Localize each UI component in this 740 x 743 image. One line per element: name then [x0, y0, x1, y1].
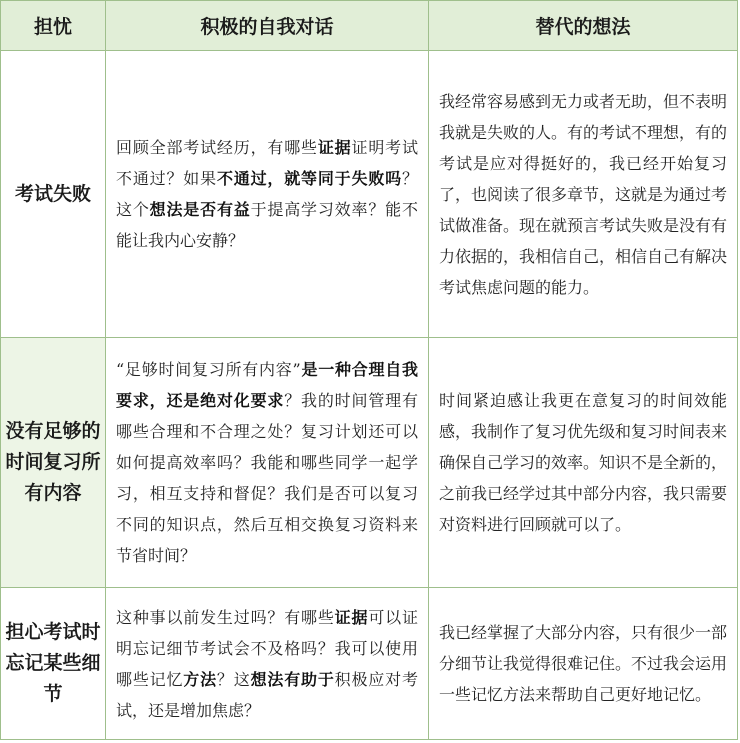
self-talk-text: ？我的时间管理有哪些合理和不合理之处？复习计划还可以如何提高效率吗？我能和哪些同学一起学习，相互支持和督促？我们是否可以复习不同的知识点，然后互相交换复习资料来节省时间？: [116, 391, 418, 565]
self-talk-text: ？这个: [116, 169, 418, 219]
header-row: [1, 1, 738, 51]
self-talk-text: 可以证明忘记细节考试会不及格吗？我可以使用哪些记忆: [116, 607, 418, 689]
header-alternative: 替代的想法: [429, 1, 738, 51]
self-talk-emphasis: 方法: [183, 669, 217, 689]
worry-cell: 担心考试时忘记某些细节: [1, 588, 106, 740]
self-talk-text: 这种事以前发生过吗？有哪些: [116, 607, 335, 627]
worry-cell: 没有足够的时间复习所有内容: [1, 338, 106, 588]
self-talk-emphasis: 证据: [334, 607, 369, 627]
table-row: [1, 338, 738, 588]
self-talk-cell: [106, 51, 429, 338]
self-talk-cell: [106, 338, 429, 588]
table-row: [1, 51, 738, 338]
self-talk-emphasis: 是一种合理自我要求，还是绝对化要求: [116, 360, 418, 410]
self-talk-emphasis: 证据: [317, 138, 352, 157]
self-talk-text: 积极应对考试，还是增加焦虑？: [116, 669, 418, 720]
header-worry: 担忧: [1, 1, 106, 51]
self-talk-text: 回顾全部考试经历，有哪些: [116, 138, 318, 157]
header-self-talk: 积极的自我对话: [106, 1, 429, 51]
alternative-thought-cell: 我经常容易感到无力或者无助，但不表明我就是失败的人。有的考试不理想，有的考试是应对得挺好的，我已经开始复习了，也阅读了很多章节，这就是为通过考试做准备。现在就预言考试失败是没有有力依据的，我相信自己，相信自己有解决考试焦虑问题的能力。: [429, 51, 738, 338]
alternative-thought-cell: 时间紧迫感让我更在意复习的时间效能感，我制作了复习优先级和复习时间表来确保自己学习的效率。知识不是全新的，之前我已经学过其中部分内容，我只需要对资料进行回顾就可以了。: [429, 338, 738, 588]
self-talk-emphasis: 想法是否有益: [149, 200, 251, 219]
self-talk-emphasis: 想法有助于: [250, 669, 335, 689]
table-row: [1, 588, 738, 740]
self-talk-text: ？这: [216, 669, 251, 689]
self-talk-text: 证明考试不通过？如果: [116, 138, 418, 188]
self-talk-text: 于提高学习效率？能不能让我内心安静？: [116, 200, 418, 250]
self-talk-text: “足够时间复习所有内容”: [116, 360, 301, 379]
self-talk-emphasis: 不通过，就等同于失败吗: [216, 169, 402, 188]
alternative-thought-cell: 我已经掌握了大部分内容，只有很少一部分细节让我觉得很难记住。不过我会运用一些记忆方法来帮助自己更好地记忆。: [429, 588, 738, 740]
self-talk-cell: [106, 588, 429, 740]
worry-cell: 考试失败: [1, 51, 106, 338]
